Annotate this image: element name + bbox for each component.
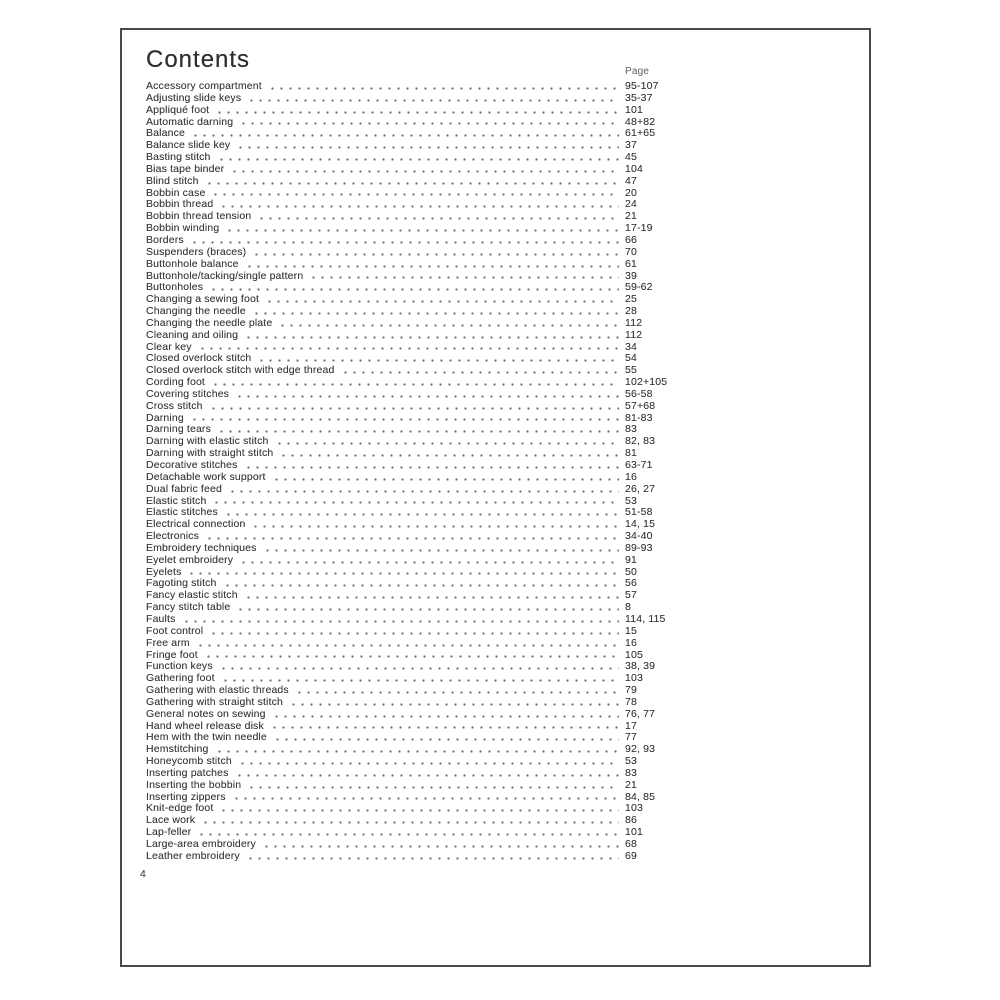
toc-entry-label: Cleaning and oiling <box>146 328 239 341</box>
toc-entry <box>146 93 691 105</box>
toc-entry-label: Buttonholes <box>146 281 204 294</box>
toc-entry-page: 59-62 <box>625 281 653 294</box>
toc-entry-label: Lap-feller <box>146 826 192 839</box>
toc-entry-label: Eyelets <box>146 565 182 578</box>
toc-entry-label: Elastic stitch <box>146 494 207 507</box>
dot-leader <box>215 750 620 753</box>
toc-entry-label: Hem with the twin needle <box>146 731 267 744</box>
toc-entry-label: Covering stitches <box>146 387 230 400</box>
toc-entry-page: 103 <box>625 672 643 685</box>
toc-entry-label: Changing a sewing foot <box>146 293 260 306</box>
document-page <box>120 28 871 967</box>
dot-leader <box>275 442 619 445</box>
toc-entry <box>146 330 691 342</box>
toc-entry <box>146 519 691 531</box>
dot-leader <box>262 845 619 848</box>
toc-entry <box>146 792 691 804</box>
toc-entry-page: 104 <box>625 162 643 175</box>
toc-entry-label: Inserting the bobbin <box>146 778 242 791</box>
toc-entry-page: 84, 85 <box>625 790 656 803</box>
toc-entry-page: 63-71 <box>625 459 653 471</box>
toc-entry-label: Inserting patches <box>146 766 229 779</box>
dot-leader <box>190 418 619 421</box>
toc-entry-page: 26, 27 <box>625 482 656 495</box>
dot-leader <box>209 288 619 291</box>
toc-entry-label: Gathering with elastic threads <box>146 684 289 697</box>
toc-entry-label: Cross stitch <box>146 399 203 412</box>
toc-entry <box>146 780 691 792</box>
toc-entry-page: 114, 115 <box>625 612 666 625</box>
dot-leader <box>238 762 619 765</box>
toc-entry-label: Darning with elastic stitch <box>146 435 269 448</box>
dot-leader <box>341 371 619 374</box>
toc-entry-page: 39 <box>625 269 637 282</box>
dot-leader <box>205 537 619 540</box>
toc-entry-label: Electronics <box>146 530 200 543</box>
toc-entry-page: 53 <box>625 494 637 507</box>
toc-entry-page: 25 <box>625 293 637 306</box>
toc-entry-page: 105 <box>625 648 643 661</box>
dot-leader <box>309 276 619 279</box>
toc-entry-label: Changing the needle <box>146 305 246 318</box>
dot-leader <box>239 122 619 125</box>
dot-leader <box>257 359 619 362</box>
dot-leader <box>244 596 619 599</box>
dot-leader <box>187 572 619 575</box>
toc-entry-page: 21 <box>625 778 637 791</box>
dot-leader <box>230 170 619 173</box>
toc-entry-page: 61+65 <box>625 127 656 140</box>
toc-entry-page: 82, 83 <box>625 435 656 448</box>
toc-entry-label: Knit-edge foot <box>146 802 214 815</box>
toc-entry-label: Bias tape binder <box>146 162 225 175</box>
toc-entry-page: 28 <box>625 305 637 318</box>
toc-entry <box>146 211 691 223</box>
toc-entry-label: Eyelet embroidery <box>146 553 234 566</box>
toc-entry-label: Closed overlock stitch with edge thread <box>146 364 335 377</box>
dot-leader <box>268 87 619 90</box>
dot-leader <box>219 809 619 812</box>
toc-entry <box>146 389 691 401</box>
toc-entry-label: Darning with straight stitch <box>146 447 274 460</box>
toc-entry-page: 14, 15 <box>625 518 656 531</box>
toc-entry-label: Large-area embroidery <box>146 838 256 850</box>
dot-leader <box>221 679 619 682</box>
toc-entry-label: Hemstitching <box>146 743 209 756</box>
dot-leader <box>263 549 619 552</box>
dot-leader <box>217 158 619 161</box>
dot-leader <box>204 655 619 658</box>
toc-entry-label: Elastic stitches <box>146 506 218 519</box>
toc-entry-page: 79 <box>625 684 637 697</box>
toc-entry-page: 21 <box>625 210 637 223</box>
toc-entry-label: Free arm <box>146 636 190 649</box>
dot-leader <box>219 205 619 208</box>
dot-leader <box>279 454 619 457</box>
toc-entry-label: Electrical connection <box>146 518 246 531</box>
toc-entry <box>146 188 691 200</box>
toc-entry-page: 78 <box>625 695 637 708</box>
toc-entry-page: 37 <box>625 139 637 152</box>
toc-entry-page: 101 <box>625 103 643 116</box>
dot-leader <box>232 797 619 800</box>
toc-entry-page: 34-40 <box>625 530 653 543</box>
dot-leader <box>198 347 619 350</box>
toc-entry-page: 56-58 <box>625 387 653 400</box>
dot-leader <box>289 703 619 706</box>
toc-entry-label: Gathering with straight stitch <box>146 695 283 708</box>
toc-entry <box>146 661 691 673</box>
dot-leader <box>196 644 619 647</box>
toc-entry-page: 38, 39 <box>625 660 656 673</box>
toc-entry <box>146 140 691 152</box>
dot-leader <box>235 395 619 398</box>
dot-leader <box>252 312 619 315</box>
toc-entry-label: General notes on sewing <box>146 707 266 720</box>
toc-entry-page: 35-37 <box>625 91 653 104</box>
toc-entry-page: 48+82 <box>625 115 656 128</box>
toc-entry-page: 45 <box>625 151 637 164</box>
toc-entry-page: 16 <box>625 636 637 649</box>
toc-entry-label: Fancy elastic stitch <box>146 589 238 602</box>
toc-entry-page: 83 <box>625 423 637 436</box>
toc-entry <box>146 803 691 815</box>
toc-entry-label: Accessory compartment <box>146 80 262 92</box>
toc-entry <box>146 105 691 117</box>
toc-entry-page: 57+68 <box>625 399 656 412</box>
toc-entry-page: 112 <box>625 316 643 329</box>
dot-leader <box>219 667 619 670</box>
toc-entry <box>146 697 691 709</box>
toc-entry <box>146 815 691 827</box>
toc-entry <box>146 567 691 579</box>
toc-entry <box>146 164 691 176</box>
toc-entry <box>146 259 691 271</box>
toc-entry-label: Buttonhole/tacking/single pattern <box>146 269 304 282</box>
toc-entry <box>146 638 691 650</box>
toc-entry-label: Borders <box>146 233 184 246</box>
toc-entry-label: Balance <box>146 127 185 140</box>
dot-leader <box>295 691 619 694</box>
toc-entry <box>146 365 691 377</box>
dot-leader <box>265 300 619 303</box>
toc-entry-label: Fagoting stitch <box>146 577 217 590</box>
toc-entry-label: Automatic darning <box>146 115 234 128</box>
toc-entry-label: Balance slide key <box>146 139 231 152</box>
dot-leader <box>201 821 619 824</box>
toc-entry-page: 89-93 <box>625 541 653 554</box>
dot-leader <box>270 726 619 729</box>
toc-entry-page: 17-19 <box>625 222 653 235</box>
toc-entry-label: Closed overlock stitch <box>146 352 252 365</box>
toc-entry-page: 101 <box>625 826 643 839</box>
toc-entry <box>146 318 691 330</box>
dot-leader <box>252 253 619 256</box>
toc-entry-page: 69 <box>625 849 637 862</box>
toc-entry-label: Gathering foot <box>146 672 215 685</box>
toc-entry-label: Honeycomb stitch <box>146 755 232 768</box>
page-number: 4 <box>140 868 146 880</box>
toc-entry-label: Darning tears <box>146 423 211 436</box>
toc-entry-page: 66 <box>625 233 637 246</box>
toc-entry-page: 95-107 <box>625 80 659 92</box>
dot-leader <box>273 738 619 741</box>
toc-entry <box>146 152 691 164</box>
toc-entry-page: 24 <box>625 198 637 211</box>
dot-leader <box>245 265 619 268</box>
toc-entry <box>146 614 691 626</box>
toc-entry <box>146 472 691 484</box>
dot-leader <box>217 430 619 433</box>
toc-entry-page: 91 <box>625 553 637 566</box>
toc-entry-page: 103 <box>625 802 643 815</box>
toc-entry-page: 83 <box>625 766 637 779</box>
toc-entry <box>146 732 691 744</box>
toc-entry-page: 57 <box>625 589 637 602</box>
toc-entry-label: Fancy stitch table <box>146 601 231 614</box>
toc-entry-label: Appliqué foot <box>146 103 210 116</box>
dot-leader <box>190 241 619 244</box>
toc-entry-page: 53 <box>625 755 637 768</box>
toc-entry <box>146 768 691 780</box>
toc-entry <box>146 223 691 235</box>
toc-entry-label: Faults <box>146 612 176 625</box>
toc-entry <box>146 496 691 508</box>
toc-entry-page: 50 <box>625 565 637 578</box>
dot-leader <box>239 561 619 564</box>
dot-leader <box>247 786 619 789</box>
toc-entry <box>146 176 691 188</box>
toc-entry-label: Lace work <box>146 814 196 827</box>
toc-entry <box>146 602 691 614</box>
toc-entry-page: 55 <box>625 364 637 377</box>
dot-leader <box>244 466 619 469</box>
toc-entry <box>146 117 691 129</box>
page-title: Contents <box>146 46 251 73</box>
toc-entry-label: Blind stitch <box>146 174 199 187</box>
dot-leader <box>247 99 619 102</box>
dot-leader <box>224 513 619 516</box>
dot-leader <box>215 111 619 114</box>
toc-entry-page: 56 <box>625 577 637 590</box>
toc-entry <box>146 484 691 496</box>
toc-entry-label: Bobbin thread tension <box>146 210 252 223</box>
toc-entry <box>146 271 691 283</box>
dot-leader <box>225 229 619 232</box>
toc-entry-page: 61 <box>625 257 637 270</box>
toc-entry-page: 51-58 <box>625 506 653 519</box>
toc-entry-label: Embroidery techniques <box>146 541 257 554</box>
toc-entry <box>146 709 691 721</box>
toc-entry-page: 17 <box>625 719 637 732</box>
dot-leader <box>235 774 619 777</box>
toc-entry-label: Changing the needle plate <box>146 316 273 329</box>
dot-leader <box>257 217 619 220</box>
toc-entry-label: Adjusting slide keys <box>146 91 242 104</box>
toc-entry <box>146 626 691 638</box>
toc-entry-page: 34 <box>625 340 637 353</box>
toc-entry-label: Suspenders (braces) <box>146 245 247 258</box>
toc-entry-page: 92, 93 <box>625 743 656 756</box>
toc-entry-label: Dual fabric feed <box>146 482 222 495</box>
dot-leader <box>209 407 619 410</box>
toc-entry <box>146 247 691 259</box>
toc-entry-page: 86 <box>625 814 637 827</box>
toc-entry-label: Bobbin thread <box>146 198 214 211</box>
dot-leader <box>246 857 619 860</box>
dot-leader <box>251 525 619 528</box>
toc-entry-page: 112 <box>625 328 643 341</box>
dot-leader <box>209 632 619 635</box>
dot-leader <box>278 324 619 327</box>
dot-leader <box>223 584 619 587</box>
toc-entry-page: 77 <box>625 731 637 744</box>
toc-entry-label: Darning <box>146 411 184 424</box>
toc-entry-label: Fringe foot <box>146 648 198 661</box>
toc-entry-page: 20 <box>625 186 637 199</box>
toc-entry-label: Foot control <box>146 624 204 637</box>
toc-entry-page: 81 <box>625 447 637 460</box>
toc-entry-label: Cording foot <box>146 376 206 389</box>
dot-leader <box>212 501 619 504</box>
toc-entry <box>146 413 691 425</box>
toc-entry <box>146 650 691 662</box>
dot-leader <box>272 478 619 481</box>
dot-leader <box>272 715 619 718</box>
toc-entry-page: 81-83 <box>625 411 653 424</box>
toc-entry-page: 68 <box>625 838 637 850</box>
toc-entry-page: 16 <box>625 470 637 483</box>
toc-entry-page: 70 <box>625 245 637 258</box>
toc-entry-page: 47 <box>625 174 637 187</box>
toc-entry-page: 102+105 <box>625 376 668 389</box>
dot-leader <box>228 490 619 493</box>
toc-entry-label: Bobbin winding <box>146 222 220 235</box>
toc-entry-label: Buttonhole balance <box>146 257 239 270</box>
toc-entry <box>146 555 691 567</box>
dot-leader <box>205 182 619 185</box>
dot-leader <box>244 336 619 339</box>
dot-leader <box>182 620 620 623</box>
toc-entry-label: Decorative stitches <box>146 459 238 471</box>
toc-list <box>146 81 691 863</box>
toc-entry-page: 54 <box>625 352 637 365</box>
toc-entry-page: 76, 77 <box>625 707 656 720</box>
toc-entry <box>146 401 691 413</box>
dot-leader <box>236 146 619 149</box>
toc-entry-label: Detachable work support <box>146 470 266 483</box>
toc-entry-label: Inserting zippers <box>146 790 226 803</box>
dot-leader <box>211 193 619 196</box>
toc-entry <box>146 543 691 555</box>
toc-entry-label: Bobbin case <box>146 186 206 199</box>
page-column-header: Page <box>625 66 650 77</box>
dot-leader <box>191 134 619 137</box>
toc-entry <box>146 851 691 863</box>
dot-leader <box>211 383 619 386</box>
toc-entry-page: 8 <box>625 601 631 614</box>
toc-entry-label: Basting stitch <box>146 151 211 164</box>
dot-leader <box>197 833 619 836</box>
toc-entry-label: Clear key <box>146 340 192 353</box>
toc-entry-page: 15 <box>625 624 637 637</box>
toc-entry-label: Function keys <box>146 660 213 673</box>
toc-entry-label: Hand wheel release disk <box>146 719 264 732</box>
dot-leader <box>236 608 619 611</box>
toc-entry-label: Leather embroidery <box>146 849 240 862</box>
